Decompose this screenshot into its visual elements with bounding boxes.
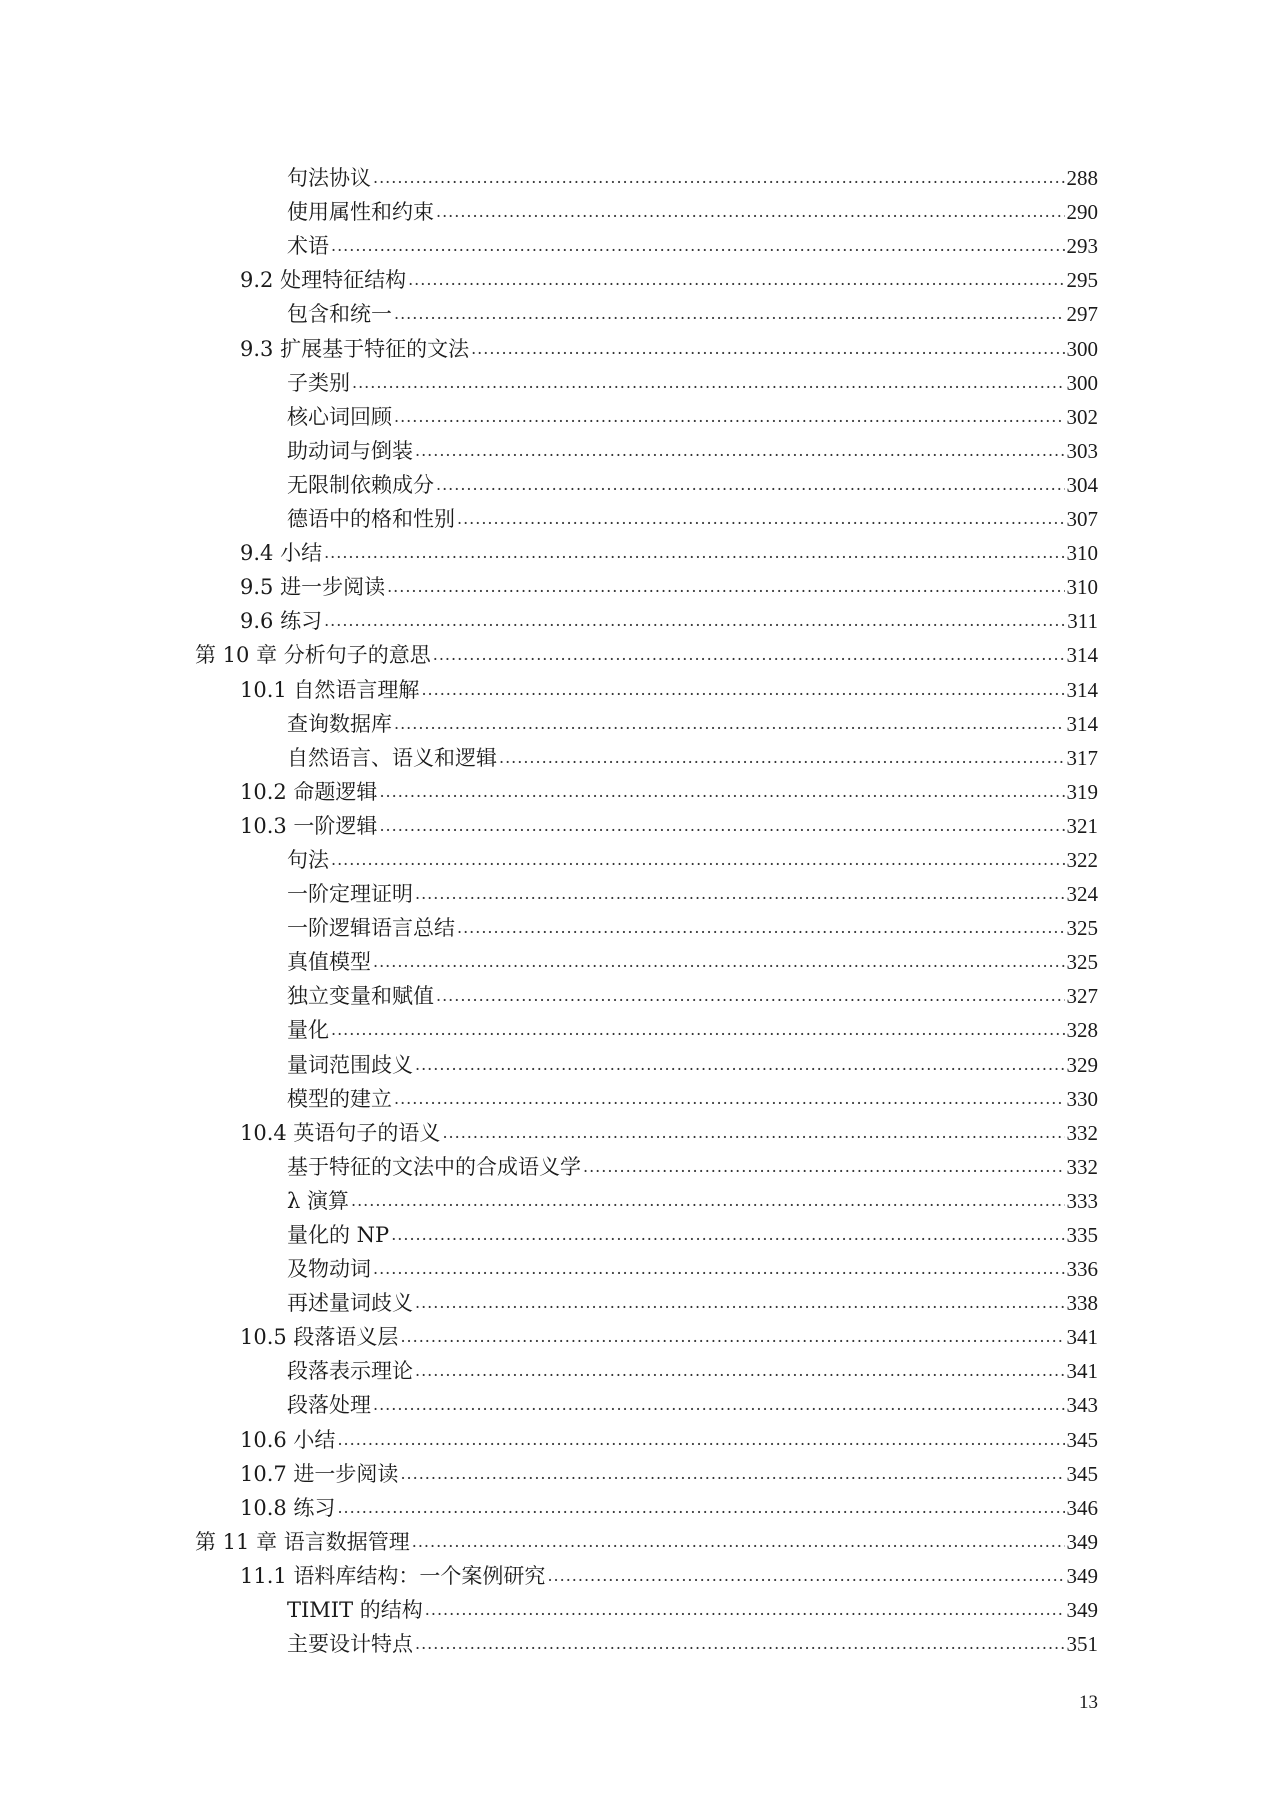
toc-leader-dots [391, 1225, 1064, 1248]
toc-entry-page: 310 [1066, 541, 1098, 566]
toc-entry [0, 1384, 1280, 1418]
toc-leader-dots [457, 918, 1065, 941]
toc-entry [0, 1146, 1280, 1180]
toc-entry [0, 1521, 1280, 1555]
toc-entry-page: 324 [1066, 882, 1098, 907]
toc-entry-page: 314 [1066, 711, 1098, 736]
toc-leader-dots [373, 1395, 1065, 1418]
toc-entry-label: 句法 [287, 847, 329, 872]
toc-entry-page: 303 [1066, 438, 1098, 463]
toc-entry-label: 段落表示理论 [287, 1359, 413, 1384]
toc-entry-label: 9.3 扩展基于特征的文法 [240, 336, 470, 361]
toc-entry-label: 一阶定理证明 [287, 882, 413, 907]
toc-entry-label: 量化 [287, 1018, 329, 1043]
toc-entry-page: 329 [1066, 1052, 1098, 1077]
toc-leader-dots [373, 168, 1065, 191]
toc-entry-page: 295 [1066, 268, 1098, 293]
toc-leader-dots [387, 577, 1064, 600]
toc-entry-page: 343 [1066, 1393, 1098, 1418]
toc-entry-page: 327 [1066, 984, 1098, 1009]
toc-entry-label: 10.8 练习 [240, 1495, 336, 1520]
toc-entry-label: 9.5 进一步阅读 [240, 575, 386, 600]
toc-entry-label: 术语 [287, 234, 329, 259]
toc-entry-page: 314 [1066, 677, 1098, 702]
toc-entry-label: 助动词与倒装 [287, 438, 413, 463]
toc-leader-dots [442, 1123, 1064, 1146]
toc-entry [0, 532, 1280, 566]
toc-entry-page: 325 [1066, 950, 1098, 975]
toc-entry-label: 包含和统一 [287, 302, 392, 327]
toc-entry-label: 10.1 自然语言理解 [240, 677, 420, 702]
toc-entry-label: 10.5 段落语义层 [240, 1325, 399, 1350]
toc-leader-dots [415, 1634, 1065, 1657]
toc-entry-page: 333 [1066, 1188, 1098, 1213]
toc-entry [0, 293, 1280, 327]
toc-leader-dots [436, 202, 1065, 225]
toc-entry [0, 1623, 1280, 1657]
toc-entry [0, 907, 1280, 941]
toc-entry [0, 634, 1280, 668]
toc-entry-label: 子类别 [287, 370, 350, 395]
toc-entry [0, 464, 1280, 498]
toc-entry [0, 1214, 1280, 1248]
toc-entry-label: 核心词回顾 [287, 404, 392, 429]
toc-leader-dots [415, 884, 1065, 907]
toc-leader-dots [415, 1055, 1065, 1078]
toc-entry-label: 第 10 章 分析句子的意思 [195, 643, 431, 668]
toc-entry-label: 句法协议 [287, 166, 371, 191]
toc-leader-dots [436, 986, 1065, 1009]
toc-entry-page: 351 [1066, 1632, 1098, 1657]
toc-entry [0, 1453, 1280, 1487]
toc-entry-label: 10.3 一阶逻辑 [240, 813, 378, 838]
toc-leader-dots [547, 1566, 1064, 1589]
toc-entry [0, 362, 1280, 396]
toc-entry [0, 1589, 1280, 1623]
toc-entry-page: 328 [1066, 1018, 1098, 1043]
toc-entry [0, 839, 1280, 873]
toc-entry [0, 259, 1280, 293]
toc-entry-label: 10.4 英语句子的语义 [240, 1120, 441, 1145]
toc-entry [0, 1043, 1280, 1077]
toc-entry-page: 307 [1066, 507, 1098, 532]
toc-entry-page: 349 [1066, 1563, 1098, 1588]
toc-entry-label: 量词范围歧义 [287, 1052, 413, 1077]
toc-entry-label: 无限制依赖成分 [287, 472, 434, 497]
toc-entry [0, 1180, 1280, 1214]
toc-entry-page: 304 [1066, 472, 1098, 497]
toc-entry-page: 346 [1066, 1495, 1098, 1520]
toc-leader-dots [373, 952, 1065, 975]
toc-leader-dots [415, 441, 1065, 464]
toc-entry-label: 基于特征的文法中的合成语义学 [287, 1154, 581, 1179]
toc-entry-page: 341 [1066, 1359, 1098, 1384]
toc-entry-page: 297 [1066, 302, 1098, 327]
toc-leader-dots [457, 509, 1065, 532]
toc-entry-label: 11.1 语料库结构：一个案例研究 [240, 1563, 546, 1588]
toc-entry [0, 1487, 1280, 1521]
toc-entry-page: 288 [1066, 166, 1098, 191]
toc-leader-dots [337, 1498, 1064, 1521]
toc-entry-page: 319 [1066, 779, 1098, 804]
toc-leader-dots [471, 339, 1064, 362]
toc-entry-label: 9.4 小结 [240, 541, 323, 566]
toc-entry-page: 345 [1066, 1427, 1098, 1452]
toc-entry-page: 332 [1066, 1120, 1098, 1145]
toc-entry [0, 1078, 1280, 1112]
toc-entry-label: 独立变量和赋值 [287, 984, 434, 1009]
toc-entry-label: 德语中的格和性别 [287, 507, 455, 532]
toc-entry-label: 9.6 练习 [240, 609, 323, 634]
toc-entry-label: TIMIT 的结构 [287, 1598, 423, 1623]
toc-leader-dots [351, 1191, 1065, 1214]
toc-entry [0, 737, 1280, 771]
toc-leader-dots [400, 1464, 1064, 1487]
toc-entry-label: 及物动词 [287, 1257, 371, 1282]
toc-entry-page: 300 [1066, 370, 1098, 395]
toc-leader-dots [421, 680, 1064, 703]
toc-entry-page: 332 [1066, 1154, 1098, 1179]
toc-entry [0, 771, 1280, 805]
toc-entry-page: 302 [1066, 404, 1098, 429]
toc-leader-dots [324, 611, 1065, 634]
toc-entry [0, 191, 1280, 225]
toc-entry [0, 1350, 1280, 1384]
toc-leader-dots [331, 850, 1065, 873]
toc-entry-page: 311 [1067, 609, 1098, 634]
toc-entry [0, 430, 1280, 464]
toc-entry-label: 自然语言、语义和逻辑 [287, 745, 497, 770]
toc-leader-dots [324, 543, 1064, 566]
toc-entry [0, 327, 1280, 361]
toc-entry-page: 300 [1066, 336, 1098, 361]
toc-leader-dots [379, 782, 1064, 805]
toc-leader-dots [331, 236, 1065, 259]
toc-entry-page: 317 [1066, 745, 1098, 770]
toc-entry-label: 真值模型 [287, 950, 371, 975]
toc-leader-dots [379, 816, 1064, 839]
toc-entry [0, 1112, 1280, 1146]
toc-entry [0, 805, 1280, 839]
toc-leader-dots [408, 270, 1064, 293]
toc-entry [0, 1282, 1280, 1316]
toc-entry [0, 157, 1280, 191]
toc-entry [0, 600, 1280, 634]
toc-entry [0, 1316, 1280, 1350]
toc-entry [0, 1418, 1280, 1452]
toc-entry [0, 225, 1280, 259]
toc-entry-label: 模型的建立 [287, 1086, 392, 1111]
toc-entry-page: 310 [1066, 575, 1098, 600]
page-number: 13 [1079, 1692, 1098, 1713]
toc-entry-label: 主要设计特点 [287, 1632, 413, 1657]
toc-leader-dots [394, 714, 1065, 737]
toc-leader-dots [394, 1089, 1065, 1112]
toc-entry [0, 396, 1280, 430]
toc-entry-page: 338 [1066, 1291, 1098, 1316]
toc-entry-label: 使用属性和约束 [287, 200, 434, 225]
toc-entry-page: 314 [1066, 643, 1098, 668]
toc-entry-page: 321 [1066, 813, 1098, 838]
toc-entry-page: 325 [1066, 916, 1098, 941]
toc-entry-label: 再述量词歧义 [287, 1291, 413, 1316]
toc-entry [0, 941, 1280, 975]
toc-entry-page: 336 [1066, 1257, 1098, 1282]
toc-leader-dots [583, 1157, 1065, 1180]
toc-entry [0, 1248, 1280, 1282]
toc-entry-label: 段落处理 [287, 1393, 371, 1418]
toc-entry-page: 349 [1066, 1529, 1098, 1554]
toc-entry-page: 335 [1066, 1223, 1098, 1247]
toc-entry-page: 349 [1066, 1598, 1098, 1623]
toc-entry [0, 498, 1280, 532]
toc-leader-dots [400, 1327, 1064, 1350]
toc-leader-dots [415, 1293, 1065, 1316]
toc-entry-label: 一阶逻辑语言总结 [287, 916, 455, 941]
toc-entry [0, 873, 1280, 907]
toc-entry-label: 9.2 处理特征结构 [240, 268, 407, 293]
toc-entry-page: 293 [1066, 234, 1098, 259]
toc-leader-dots [373, 1259, 1065, 1282]
toc-entry-page: 290 [1066, 200, 1098, 225]
toc-entry [0, 566, 1280, 600]
toc-entry-label: 10.2 命题逻辑 [240, 779, 378, 804]
toc-leader-dots [352, 373, 1065, 396]
toc-entry-label: 第 11 章 语言数据管理 [195, 1529, 410, 1554]
toc-entry-label: 10.6 小结 [240, 1427, 336, 1452]
toc-leader-dots [331, 1020, 1065, 1043]
toc-entry-page: 322 [1066, 847, 1098, 872]
toc-entry-label: 10.7 进一步阅读 [240, 1461, 399, 1486]
toc-entry [0, 703, 1280, 737]
toc-leader-dots [425, 1600, 1065, 1623]
toc-leader-dots [433, 645, 1065, 668]
toc-entry [0, 1555, 1280, 1589]
toc-entry [0, 975, 1280, 1009]
toc-leader-dots [337, 1430, 1064, 1453]
toc-leader-dots [394, 407, 1065, 430]
toc-entry-page: 330 [1066, 1086, 1098, 1111]
toc-entry [0, 1009, 1280, 1043]
toc-entry-page: 345 [1066, 1461, 1098, 1486]
toc-leader-dots [412, 1532, 1065, 1555]
toc-leader-dots [394, 304, 1065, 327]
toc-leader-dots [415, 1361, 1065, 1384]
table-of-contents [0, 157, 1280, 1657]
toc-entry [0, 668, 1280, 702]
toc-entry-label: λ 演算 [287, 1188, 349, 1213]
toc-leader-dots [436, 475, 1065, 498]
toc-leader-dots [499, 748, 1065, 771]
toc-entry-label: 量化的 NP [287, 1223, 390, 1247]
toc-entry-page: 341 [1066, 1325, 1098, 1350]
toc-entry-label: 查询数据库 [287, 711, 392, 736]
